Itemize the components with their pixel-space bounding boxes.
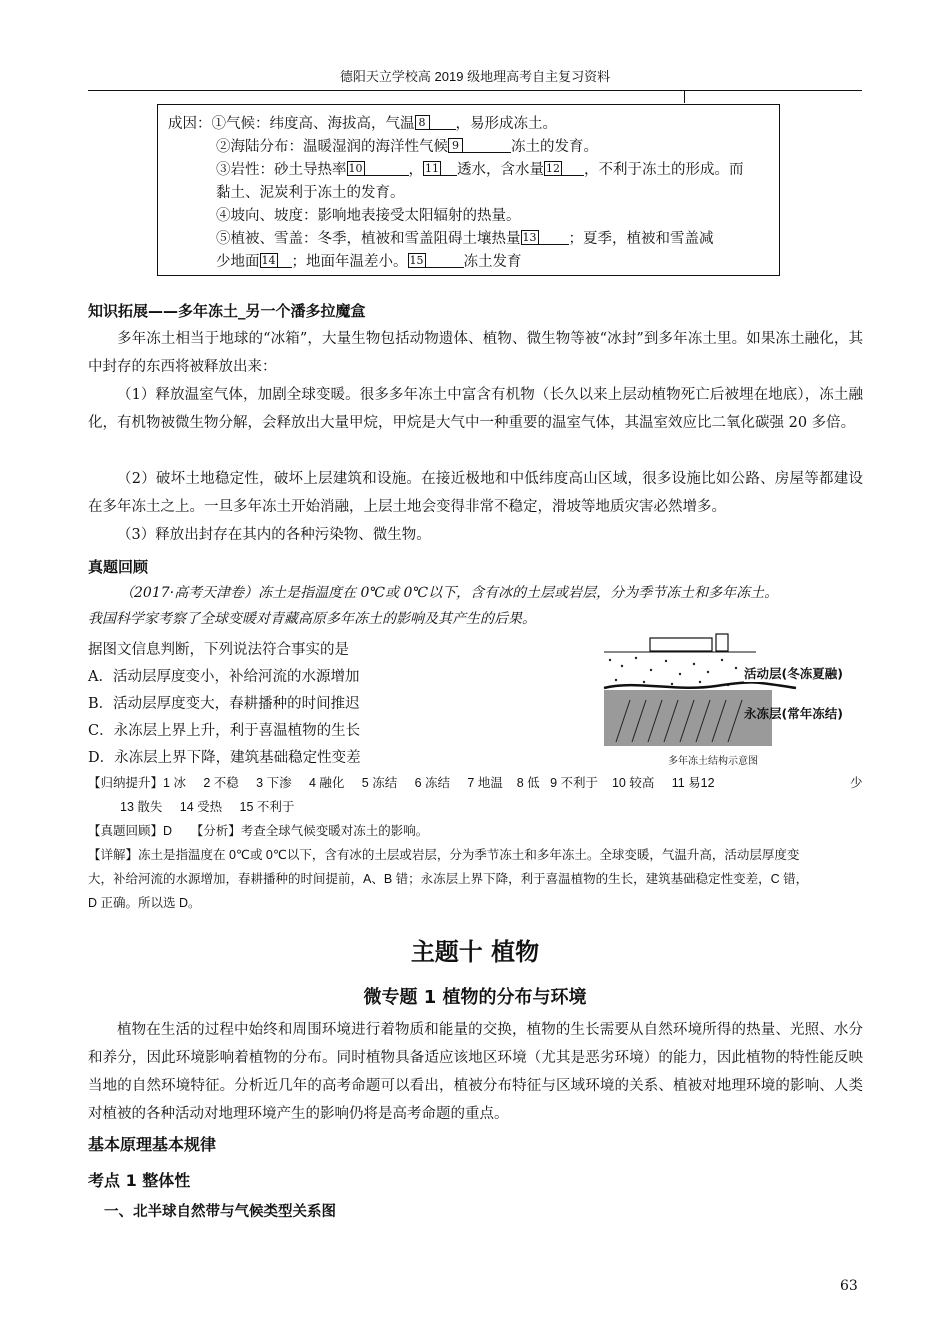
cause-box — [157, 104, 780, 276]
box-line-1 — [168, 113, 775, 136]
header-tick — [684, 91, 685, 103]
blank-line — [430, 115, 456, 130]
blank-line — [426, 253, 464, 268]
blank-line — [278, 253, 292, 268]
box-text: ，易形成冻土。 — [455, 116, 557, 132]
box-text: ③岩性：砂土导热率 — [216, 162, 347, 178]
box-text: ②海陆分布：温暖湿润的海洋性气候 — [216, 139, 448, 155]
building-icon — [716, 634, 728, 651]
active-layer-dots — [609, 657, 749, 686]
blank-number: 8 — [415, 115, 430, 130]
summary-item: 10 较高 — [611, 776, 655, 790]
box-text: 透水，含水量 — [457, 162, 544, 178]
summary-item: 11 易12 — [671, 776, 715, 790]
detail-line-1: 【详解】冻土是指温度在 0℃或 0℃以下，含有冰的土层或岩层，分为季节冻土和多年冻土。全球变暖，气温升高，活动层厚度变 — [88, 848, 800, 862]
box-line-6 — [216, 228, 775, 251]
question-line-1: （2017·高考天津卷）冻土是指温度在 0℃或 0℃以下，含有冰的土层或岩层，分为季节冻土和多年冻土。 — [120, 585, 779, 601]
figure-caption: 多年冻土结构示意图 — [668, 756, 758, 767]
review-heading: 真题回顾 — [88, 558, 149, 576]
box-line-3 — [216, 159, 775, 182]
permafrost-layer-label: 永冻层(常年冻结) — [744, 706, 843, 721]
box-text: ；夏季，植被和雪盖减 — [568, 231, 714, 247]
knowledge-paragraph-2: （1）释放温室气体，加剧全球变暖。很多多年冻土中富含有机物（长久以来上层动植物死亡后被埋在地底），冻土融化，有机物被微生物分解，会释放出大量甲烷，甲烷是大气中一种重要的温室气体，其温室效应比二氧化碳强 20 多倍。 — [88, 387, 863, 431]
permafrost-boundary — [604, 682, 796, 688]
option-d: D．永冻层上界下降，建筑基础稳定性变差 — [88, 750, 361, 766]
knowledge-paragraph-3: （2）破坏土地稳定性，破坏上层建筑和设施。在接近极地和中低纬度高山区域，很多设施比如公路、房屋等都建设在多年冻土之上。一旦多年冻土开始消融，上层土地会变得非常不稳定，滑坡等地质灾害必然增多。 — [88, 471, 863, 515]
header-rule — [88, 90, 862, 91]
summary-item: 14 受热 — [179, 800, 223, 814]
blank-number: 11 — [425, 162, 439, 175]
page-header: 德阳天立学校高 2019 级地理高考自主复习资料 — [339, 69, 611, 84]
blank-line — [539, 230, 569, 245]
summary-item: 7 地温 — [467, 776, 503, 790]
blank-number: 10 — [348, 162, 363, 175]
blank-line — [463, 138, 511, 153]
summary-line — [88, 771, 863, 795]
knowledge-paragraph-4: （3）释放出封存在其内的各种污染物、微生物。 — [117, 527, 431, 543]
review-answer: 【真题回顾】D 【分析】考查全球气候变暖对冻土的影响。 — [88, 824, 429, 838]
train-icon — [650, 638, 712, 651]
summary-item: 8 低 — [516, 776, 540, 790]
section-heading: 一、北半球自然带与气候类型关系图 — [104, 1204, 336, 1220]
summary-line-2 — [120, 795, 294, 819]
option-c: C．永冻层上界上升，利于喜温植物的生长 — [88, 723, 361, 739]
blank-number: 12 — [546, 162, 560, 175]
point-heading: 考点 1 整体性 — [88, 1171, 191, 1190]
box-text: 冻土的发育。 — [511, 139, 598, 155]
knowledge-paragraph-1: 多年冻土相当于地球的“冰箱”，大量生物包括动物遗体、植物、微生物等被“冰封”到多年冻土里。如果冻土融化，其中封存的东西将被释放出来： — [88, 331, 863, 375]
blank-line — [441, 161, 457, 176]
summary-item: 13 散失 — [120, 800, 163, 814]
detail-line-3: D 正确。所以选 D。 — [88, 896, 201, 910]
option-b: B．活动层厚度变大，春耕播种的时间推迟 — [88, 696, 360, 712]
box-line-5: ④坡向、坡度：影响地表接受太阳辐射的热量。 — [216, 208, 521, 224]
box-text: ， — [408, 162, 423, 178]
topic-intro: 植物在生活的过程中始终和周围环境进行着物质和能量的交换，植物的生长需要从自然环境所得的热量、光照、水分和养分，因此环境影响着植物的分布。同时植物具备适应该地区环境（尤其是恶劣环境）的能力，因此植物的特性能反映当地的自然环境特征。分析近几年的高考命题可以看出，植被分布特征与区域环境的关系、植被对地理环境的影响、人类对植被的各种活动对地理环境产生的影响仍将是高考命题的重点。 — [88, 1022, 863, 1122]
box-text: ；地面年温差小。 — [291, 254, 408, 270]
summary-item: 4 融化 — [308, 776, 345, 790]
blank-number: 14 — [261, 254, 276, 267]
box-text: 冻土发育 — [463, 254, 522, 270]
blank-number: 9 — [448, 138, 463, 153]
summary-item: 5 冻结 — [361, 776, 398, 790]
blank-line — [365, 161, 409, 176]
topic-subtitle: 微专题 1 植物的分布与环境 — [363, 987, 587, 1008]
summary-item: 9 不利于 — [550, 776, 599, 790]
page-number: 63 — [840, 1278, 858, 1294]
summary-item: 15 不利于 — [239, 800, 295, 814]
summary-item: 6 冻结 — [414, 776, 451, 790]
permafrost-diagram — [596, 630, 866, 770]
question-stem: 据图文信息判断，下列说法符合事实的是 — [88, 642, 349, 658]
topic-title: 主题十 植物 — [410, 938, 540, 966]
summary-item: 1 冰 — [163, 776, 186, 790]
question-line-2: 我国科学家考察了全球变暖对青藏高原多年冻土的影响及其产生的后果。 — [88, 611, 536, 627]
blank-number: 13 — [522, 231, 537, 244]
box-line-7 — [216, 251, 775, 274]
summary-item: 3 下渗 — [256, 776, 292, 790]
detail-line-2: 大，补给河流的水源增加，春耕播种的时间提前，A、B 错；永冻层上界下降，利于喜温植物的生长，建筑基础稳定性变差，C 错， — [88, 872, 809, 886]
summary-label: 【归纳提升】 — [88, 776, 164, 790]
knowledge-heading: 知识拓展——多年冻土_另一个潘多拉魔盒 — [88, 302, 366, 320]
principles-heading: 基本原理基本规律 — [88, 1135, 217, 1154]
box-text: 成因：①气候：纬度高、海拔高，气温 — [168, 116, 415, 132]
option-a: A．活动层厚度变小，补给河流的水源增加 — [88, 669, 360, 685]
box-text: 少地面 — [216, 254, 260, 270]
box-line-2 — [216, 136, 775, 159]
box-text: ⑤植被、雪盖：冬季，植被和雪盖阻碍土壤热量 — [216, 231, 521, 247]
box-line-4: 黏土、泥炭利于冻土的发育。 — [216, 185, 405, 201]
summary-item: 少 — [850, 776, 863, 790]
permafrost-figure — [596, 630, 866, 770]
blank-line — [562, 161, 584, 176]
active-layer-label: 活动层(冬冻夏融) — [744, 666, 843, 681]
blank-number: 15 — [409, 254, 424, 267]
box-text: ，不利于冻土的形成。而 — [584, 162, 744, 178]
summary-item: 2 不稳 — [203, 776, 239, 790]
